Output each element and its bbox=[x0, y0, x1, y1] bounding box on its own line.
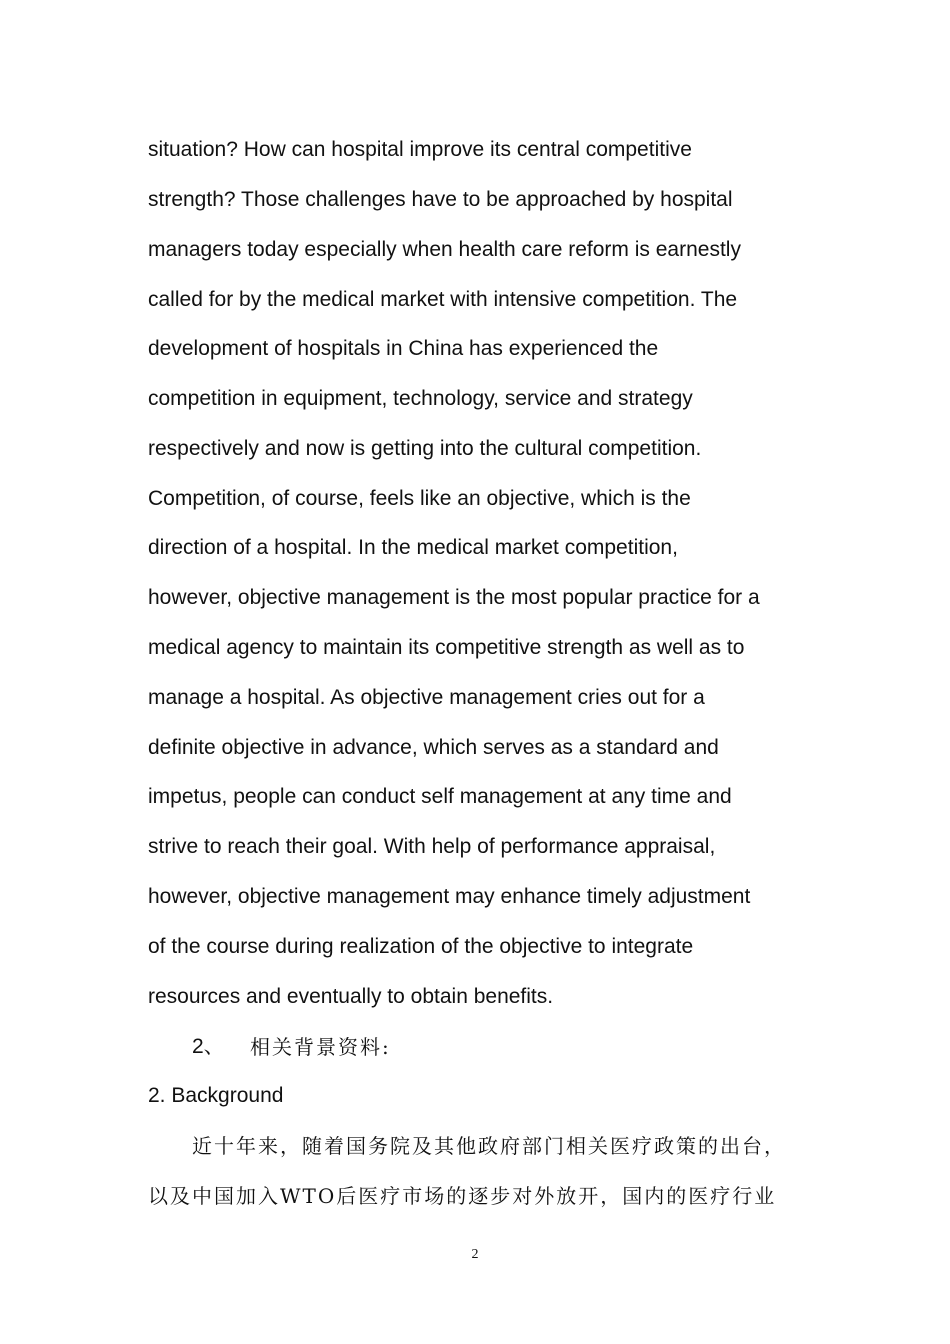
body-line: managers today especially when health care reform is earnestly bbox=[148, 238, 741, 261]
body-line: resources and eventually to obtain benefits. bbox=[148, 985, 554, 1008]
body-line: of the course during realization of the objective to integrate bbox=[148, 935, 694, 958]
body-line: however, objective management may enhance timely adjustment bbox=[148, 885, 751, 908]
section-number: 2、 bbox=[192, 1035, 225, 1058]
section-title-english: 2. Background bbox=[148, 1084, 284, 1107]
body-line: Competition, of course, feels like an objective, which is the bbox=[148, 487, 691, 510]
body-line: respectively and now is getting into the cultural competition. bbox=[148, 437, 702, 460]
body-line: strength? Those challenges have to be approached by hospital bbox=[148, 188, 733, 211]
body-line: impetus, people can conduct self management at any time and bbox=[148, 785, 732, 808]
body-line: direction of a hospital. In the medical market competition, bbox=[148, 536, 678, 559]
chinese-paragraph-line: 近十年来，随着国务院及其他政府部门相关医疗政策的出台， bbox=[192, 1134, 786, 1158]
body-line: competition in equipment, technology, service and strategy bbox=[148, 387, 693, 410]
section-title-chinese: 相关背景资料: bbox=[250, 1035, 391, 1059]
chinese-paragraph-line: 以及中国加入WTO后医疗市场的逐步对外放开，国内的医疗行业 bbox=[148, 1184, 777, 1208]
body-line: called for by the medical market with intensive competition. The bbox=[148, 288, 738, 311]
body-line: manage a hospital. As objective management cries out for a bbox=[148, 686, 705, 709]
body-line: definite objective in advance, which serves as a standard and bbox=[148, 736, 719, 759]
body-line: strive to reach their goal. With help of performance appraisal, bbox=[148, 835, 716, 858]
body-line: situation? How can hospital improve its central competitive bbox=[148, 138, 692, 161]
body-line: however, objective management is the most popular practice for a bbox=[148, 586, 760, 609]
body-line: medical agency to maintain its competitive strength as well as to bbox=[148, 636, 745, 659]
body-line: development of hospitals in China has experienced the bbox=[148, 337, 659, 360]
page-number: 2 bbox=[471, 1247, 479, 1262]
